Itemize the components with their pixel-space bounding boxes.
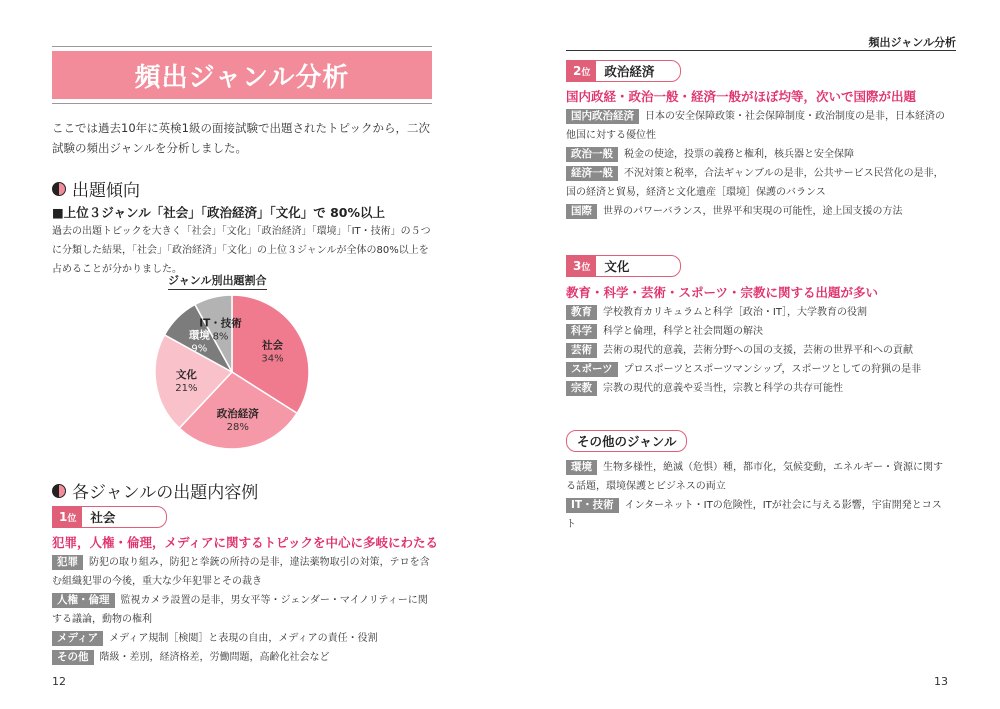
genre-lead: 教育・科学・芸術・スポーツ・宗教に関する出題が多い — [566, 285, 879, 300]
rank-1-header: 1 位 社会 — [52, 506, 167, 528]
rank-2-header: 2 位 政治経済 — [566, 60, 681, 82]
slice-value: 28% — [226, 421, 249, 433]
list-item: 宗教 宗教の現代的意義や妥当性，宗教と科学の共存可能性 — [566, 379, 951, 398]
slice-label: 社会 — [261, 339, 283, 352]
genre-lead: 犯罪，人権・倫理，メディアに関するトピックを中心に多岐にわたる — [52, 535, 439, 550]
genre-lead: 国内政経・政治一般・経済一般がほぼ均等，次いで国際が出題 — [566, 89, 917, 104]
list-item: メディア メディア規制［検閲］と表現の自由，メディアの責任・役割 — [52, 629, 437, 648]
genre-name: 文化 — [604, 259, 630, 274]
list-item: その他 階級・差別，経済格差，労働問題，高齢化社会など — [52, 648, 437, 667]
genre-pie-chart — [150, 292, 320, 452]
trend-body: 過去の出題トピックを大きく「社会」「文化」「政治経済」「環境」「IT・技術」の５つに分類した結果，「社会」「政治経済」「文化」の上位３ジャンルが全体の80%以上を占めることが分かりました。 — [52, 226, 431, 275]
slice-label: 政治経済 — [216, 407, 259, 420]
section-heading-trends: 出題傾向 — [52, 176, 140, 201]
slice-label: IT・技術 — [199, 317, 242, 330]
list-item: 教育 学校教育カリキュラムと科学［政治・IT］，大学教育の役割 — [566, 303, 951, 322]
half-circle-icon — [52, 182, 66, 196]
rank-3-header: 3 位 文化 — [566, 255, 681, 277]
list-item: 環境 生物多様性，絶滅（危惧）種，都市化，気候変動，エネルギー・資源に関する話題，環境保護とビジネスの両立 — [566, 461, 943, 492]
running-head-rule — [566, 50, 956, 51]
list-item: 国際 世界のパワーバランス，世界平和実現の可能性，途上国支援の方法 — [566, 202, 951, 221]
slice-value: 21% — [175, 383, 198, 395]
genre-items — [52, 553, 437, 667]
genre-name: 政治経済 — [604, 64, 655, 79]
slice-label: 文化 — [175, 369, 197, 382]
section-heading-examples: 各ジャンルの出題内容例 — [52, 478, 258, 503]
list-item: 経済一般 不況対策と税率，合法ギャンブルの是非，公共サービス民営化の是非，国の経済と貿易，経済と文化遺産［環境］保護のバランス — [566, 167, 944, 198]
running-head: 頻出ジャンル分析 — [868, 36, 956, 49]
slice-value: 9% — [191, 343, 208, 355]
list-item: 犯罪 防犯の取り組み，防犯と拳銃の所持の是非，違法薬物取引の対策，テロを含む組織犯罪の今後，重大な少年犯罪とその裁き — [52, 556, 430, 587]
page-number-left: 12 — [52, 675, 66, 688]
genre-items — [566, 107, 951, 221]
other-genres-header: その他のジャンル — [566, 430, 687, 452]
slice-value: 34% — [261, 353, 284, 365]
list-item: IT・技術 インターネット・ITの危険性，ITが社会に与える影響，宇宙開発とコスト — [566, 499, 942, 530]
title-band — [52, 46, 432, 104]
list-item: 国内政治経済 日本の安全保障政策・社会保障制度・政治制度の是非，日本経済の他国に対する優位性 — [566, 110, 945, 141]
half-circle-icon — [52, 484, 66, 498]
chart-title: ジャンル別出題割合 — [168, 272, 267, 290]
intro-text: ここでは過去10年に英検1級の面接試験で出題されたトピックから，二次試験の頻出ジャンルを分析しました。 — [52, 121, 430, 155]
genre-items — [566, 303, 951, 398]
slice-value: 8% — [212, 331, 229, 343]
list-item: 芸術 芸術の現代的意義，芸術分野への国の支援，芸術の世界平和への貢献 — [566, 341, 951, 360]
page-number-right: 13 — [934, 675, 948, 688]
left-page — [0, 0, 490, 709]
genre-name: 社会 — [90, 510, 116, 525]
genre-items — [566, 458, 951, 534]
slice-label: 環境 — [188, 329, 210, 342]
page-title: 頻出ジャンル分析 — [134, 63, 350, 93]
list-item: 科学 科学と倫理，科学と社会問題の解決 — [566, 322, 951, 341]
list-item: 政治一般 税金の使途，投票の義務と権利，核兵器と安全保障 — [566, 145, 951, 164]
list-item: 人権・倫理 監視カメラ設置の是非，男女平等・ジェンダー・マイノリティーに関する議論，動物の権利 — [52, 594, 428, 625]
trend-subheading: ■上位３ジャンル「社会」「政治経済」「文化」で 80%以上 — [52, 205, 386, 220]
list-item: スポーツ プロスポーツとスポーツマンシップ，スポーツとしての狩猟の是非 — [566, 360, 951, 379]
